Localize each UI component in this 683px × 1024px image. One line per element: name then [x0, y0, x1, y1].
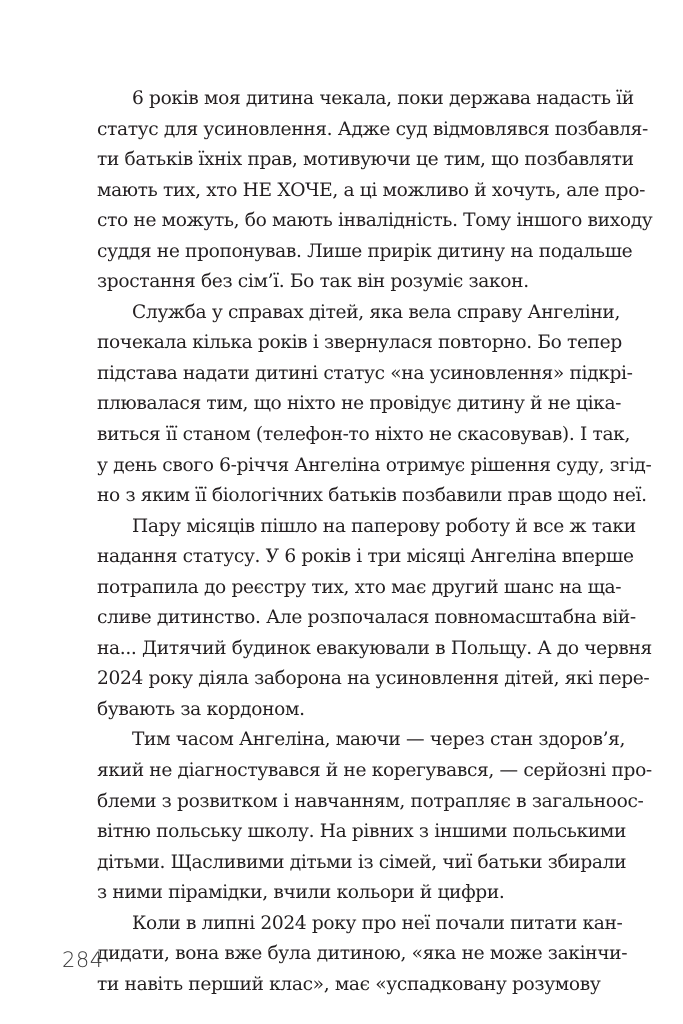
paragraph-4: [97, 725, 652, 908]
text-line: но з яким її біологічних батьків позбавили прав щодо неї.: [97, 485, 647, 507]
text-line: ти батьків їхніх прав, мотивуючи це тим, що позбавляти: [97, 149, 634, 171]
text-line: з ними пірамідки, вчили кольори й цифри.: [97, 882, 505, 904]
text-line: надання статусу. У 6 років і три місяці Ангеліна вперше: [97, 546, 634, 568]
text-line: у день свого 6-річчя Ангеліна отримує рішення суду, згід-: [97, 454, 652, 476]
text-line: бувають за кордоном.: [97, 698, 305, 720]
paragraph-5: [97, 909, 628, 1001]
paragraph-3: [97, 512, 652, 726]
text-line: мають тих, хто НЕ ХОЧЕ, а ці можливо й хочуть, але про-: [97, 179, 645, 201]
text-line: почекала кілька років і звернулася повторно. Бо тепер: [97, 332, 622, 354]
text-line: на... Дитячий будинок евакуювали в Польщу. А до червня: [97, 637, 652, 659]
text-line: сто не можуть, бо мають інвалідність. Тому іншого виходу: [97, 210, 653, 232]
text-line: Пару місяців пішло на паперову роботу й все ж таки: [132, 515, 636, 537]
text-line: статус для усиновлення. Адже суд відмовлявся позбавля-: [97, 118, 648, 140]
text-line: Служба у справах дітей, яка вела справу Ангеліни,: [132, 301, 621, 323]
text-line: 2024 року діяла заборона на усиновлення дітей, які пере-: [97, 668, 650, 690]
text-line: вітню польську школу. На рівних з іншими польськими: [97, 821, 627, 843]
paragraph-2: [97, 298, 652, 512]
text-line: Коли в липні 2024 року про неї почали питати кан-: [132, 912, 623, 934]
text-line: плювалася тим, що ніхто не провідує дитину й не ціка-: [97, 393, 622, 415]
text-line: зростання без сім’ї. Бо так він розуміє закон.: [97, 271, 529, 293]
text-line: 6 років моя дитина чекала, поки держава надасть їй: [132, 88, 634, 109]
body-text: [97, 84, 653, 1000]
text-line: суддя не пропонував. Лише прирік дитину на подальше: [97, 240, 633, 262]
text-line: потрапила до реєстру тих, хто має другий шанс на ща-: [97, 576, 622, 598]
text-line: дидати, вона вже була дитиною, «яка не може закінчи-: [97, 943, 628, 965]
text-line: блеми з розвитком і навчанням, потрапляє в загальноос-: [97, 790, 644, 812]
page-number: 284: [62, 948, 104, 972]
text-line: підстава надати дитині статус «на усиновлення» підкрі-: [97, 362, 633, 384]
text-line: який не діагностувався й не корегувався, — серйозні про-: [97, 760, 652, 782]
text-line: виться її станом (телефон-то ніхто не скасовував). І так,: [97, 424, 631, 446]
text-line: ти навіть перший клас», має «успадковану розумову: [97, 973, 601, 995]
paragraph-1: [97, 84, 653, 298]
text-line: Тим часом Ангеліна, маючи — через стан здоров’я,: [132, 729, 626, 751]
text-line: сливе дитинство. Але розпочалася повномасштабна вій-: [97, 607, 636, 629]
text-line: дітьми. Щасливими дітьми із сімей, чиї батьки збирали: [97, 851, 627, 873]
